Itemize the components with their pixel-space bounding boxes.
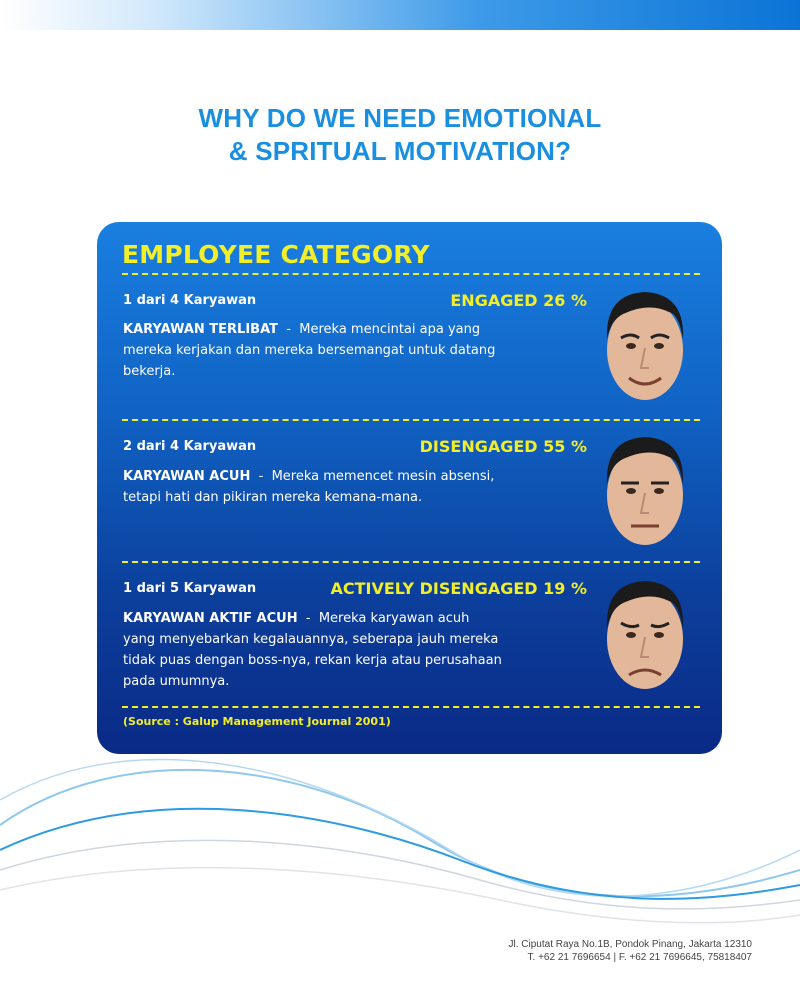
row-separator: - [301, 611, 315, 626]
row-status: ACTIVELY DISENGAGED 19 % [330, 579, 587, 598]
divider [122, 273, 700, 275]
divider [122, 419, 700, 421]
row-status: ENGAGED 26 % [450, 291, 587, 310]
row-status: DISENGAGED 55 % [419, 437, 587, 456]
row-count: 2 dari 4 Karyawan [123, 439, 257, 454]
row-description-text: Mereka memencet mesin absensi, tetapi hati dan pikiran mereka kemana-mana. [123, 469, 495, 505]
page-title-line-2: & SPRITUAL MOTIVATION? [228, 136, 572, 166]
top-gradient-bar [0, 0, 800, 30]
divider [122, 706, 700, 708]
smiling-face-icon [599, 284, 691, 404]
footer-phone: T. +62 21 7696654 | F. +62 21 7696645, 75818407 [527, 952, 752, 963]
divider [122, 561, 700, 563]
row-description-text: Mereka karyawan acuh yang menyebarkan kegalauannya, seberapa jauh mereka tidak puas dengan boss-nya, rekan kerja atau perusahaan pada umumnya. [123, 611, 502, 689]
sad-face-icon [599, 573, 691, 693]
footer-address: Jl. Ciputat Raya No.1B, Pondok Pinang, Jakarta 12310 [508, 939, 752, 950]
row-separator: - [282, 322, 296, 337]
page-title-line-1: WHY DO WE NEED EMOTIONAL [198, 103, 602, 133]
footer-contact [509, 938, 752, 964]
row-count: 1 dari 4 Karyawan [123, 293, 257, 308]
row-count: 1 dari 5 Karyawan [123, 581, 257, 596]
row-description [123, 319, 503, 382]
card-title: EMPLOYEE CATEGORY [122, 240, 430, 269]
employee-category-card [97, 222, 722, 754]
row-separator: - [254, 469, 268, 484]
source-note: (Source : Galup Management Journal 2001) [123, 715, 391, 728]
row-term: KARYAWAN TERLIBAT [123, 322, 279, 337]
row-term: KARYAWAN ACUH [123, 469, 251, 484]
row-description [123, 466, 503, 508]
page-title [0, 102, 800, 168]
row-term: KARYAWAN AKTIF ACUH [123, 611, 298, 626]
neutral-face-icon [599, 429, 691, 549]
row-description-text: Mereka mencintai apa yang mereka kerjakan dan mereka bersemangat untuk datang bekerja. [123, 322, 496, 379]
row-description [123, 608, 503, 692]
decorative-waves [0, 730, 800, 940]
